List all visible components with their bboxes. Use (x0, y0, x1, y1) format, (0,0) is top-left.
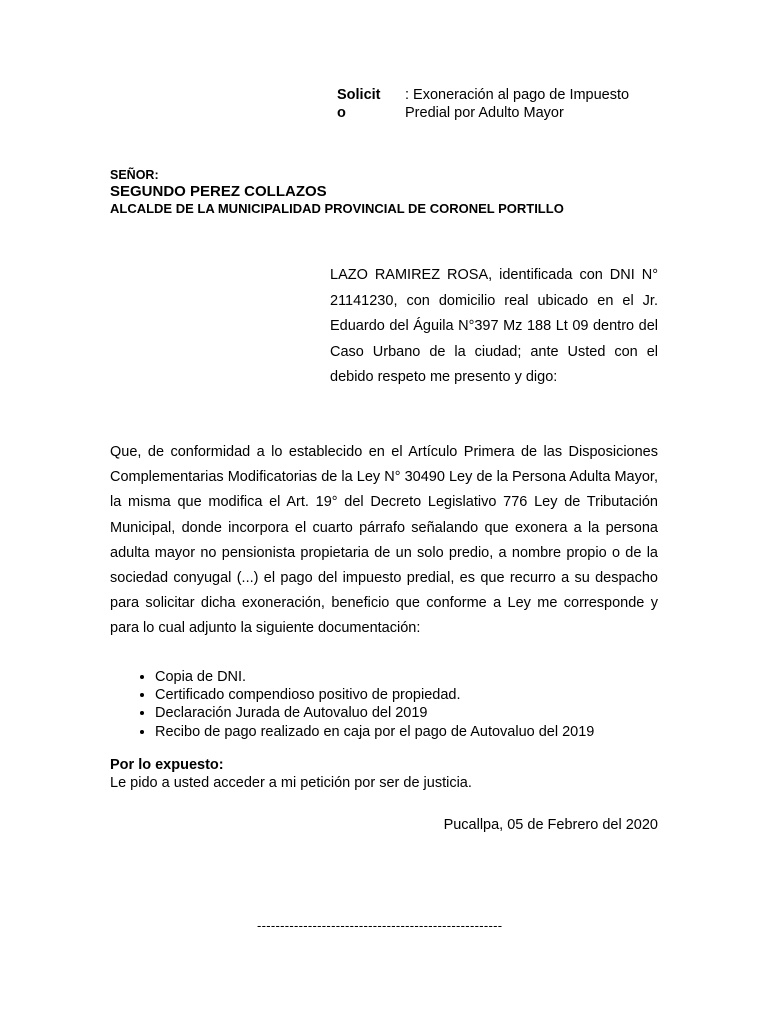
addressee-name: SEGUNDO PEREZ COLLAZOS (110, 183, 327, 200)
date-line: Pucallpa, 05 de Febrero del 2020 (443, 817, 658, 833)
intro-paragraph: LAZO RAMIREZ ROSA, identificada con DNI N° 21141230, con domicilio real ubicado en el Jr. Eduardo del Águila N°397 Mz 188 Lt 09 dentro del Caso Urbano de la ciudad; ante Usted con el debido respeto me presento y digo: (330, 267, 658, 385)
closing-heading: Por lo expuesto: (110, 757, 224, 773)
addressee-title: ALCALDE DE LA MUNICIPALIDAD PROVINCIAL DE CORONEL PORTILLO (110, 201, 564, 216)
list-item: • Recibo de pago realizado en caja por el pago de Autovaluo del 2019 (155, 723, 675, 741)
solicito-label: Solicito (337, 87, 381, 121)
closing-text: Le pido a usted acceder a mi petición por ser de justicia. (110, 775, 472, 791)
salutation: SEÑOR: (110, 168, 159, 182)
solicito-subject: : Exoneración al pago de Impuesto Predial por Adulto Mayor (405, 87, 630, 121)
list-item: • Certificado compendioso positivo de propiedad. (155, 686, 675, 704)
list-item: • Declaración Jurada de Autovaluo del 2019 (155, 704, 675, 722)
list-item: • Copia de DNI. (155, 668, 675, 686)
signature-line: ----------------------------------------------------- (257, 918, 503, 933)
body-paragraph: Que, de conformidad a lo establecido en el Artículo Primera de las Disposiciones Complementarias Modificatorias de la Ley N° 30490 Ley de la Persona Adulta Mayor, la misma que modifica el Art. 19° del Decreto Legislativo 776 Ley de Tributación Municipal, donde incorpora el cuarto párrafo señalando que exonera a la persona adulta mayor no pensionista propietaria de un solo predio, a nombre propio o de la sociedad conyugal (...) el pago del impuesto predial, es que recurro a su despacho para solicitar dicha exoneración, beneficio que conforme a Ley me corresponde y para lo cual adjunto la siguiente documentación: (110, 444, 658, 637)
documents-list (110, 668, 675, 741)
